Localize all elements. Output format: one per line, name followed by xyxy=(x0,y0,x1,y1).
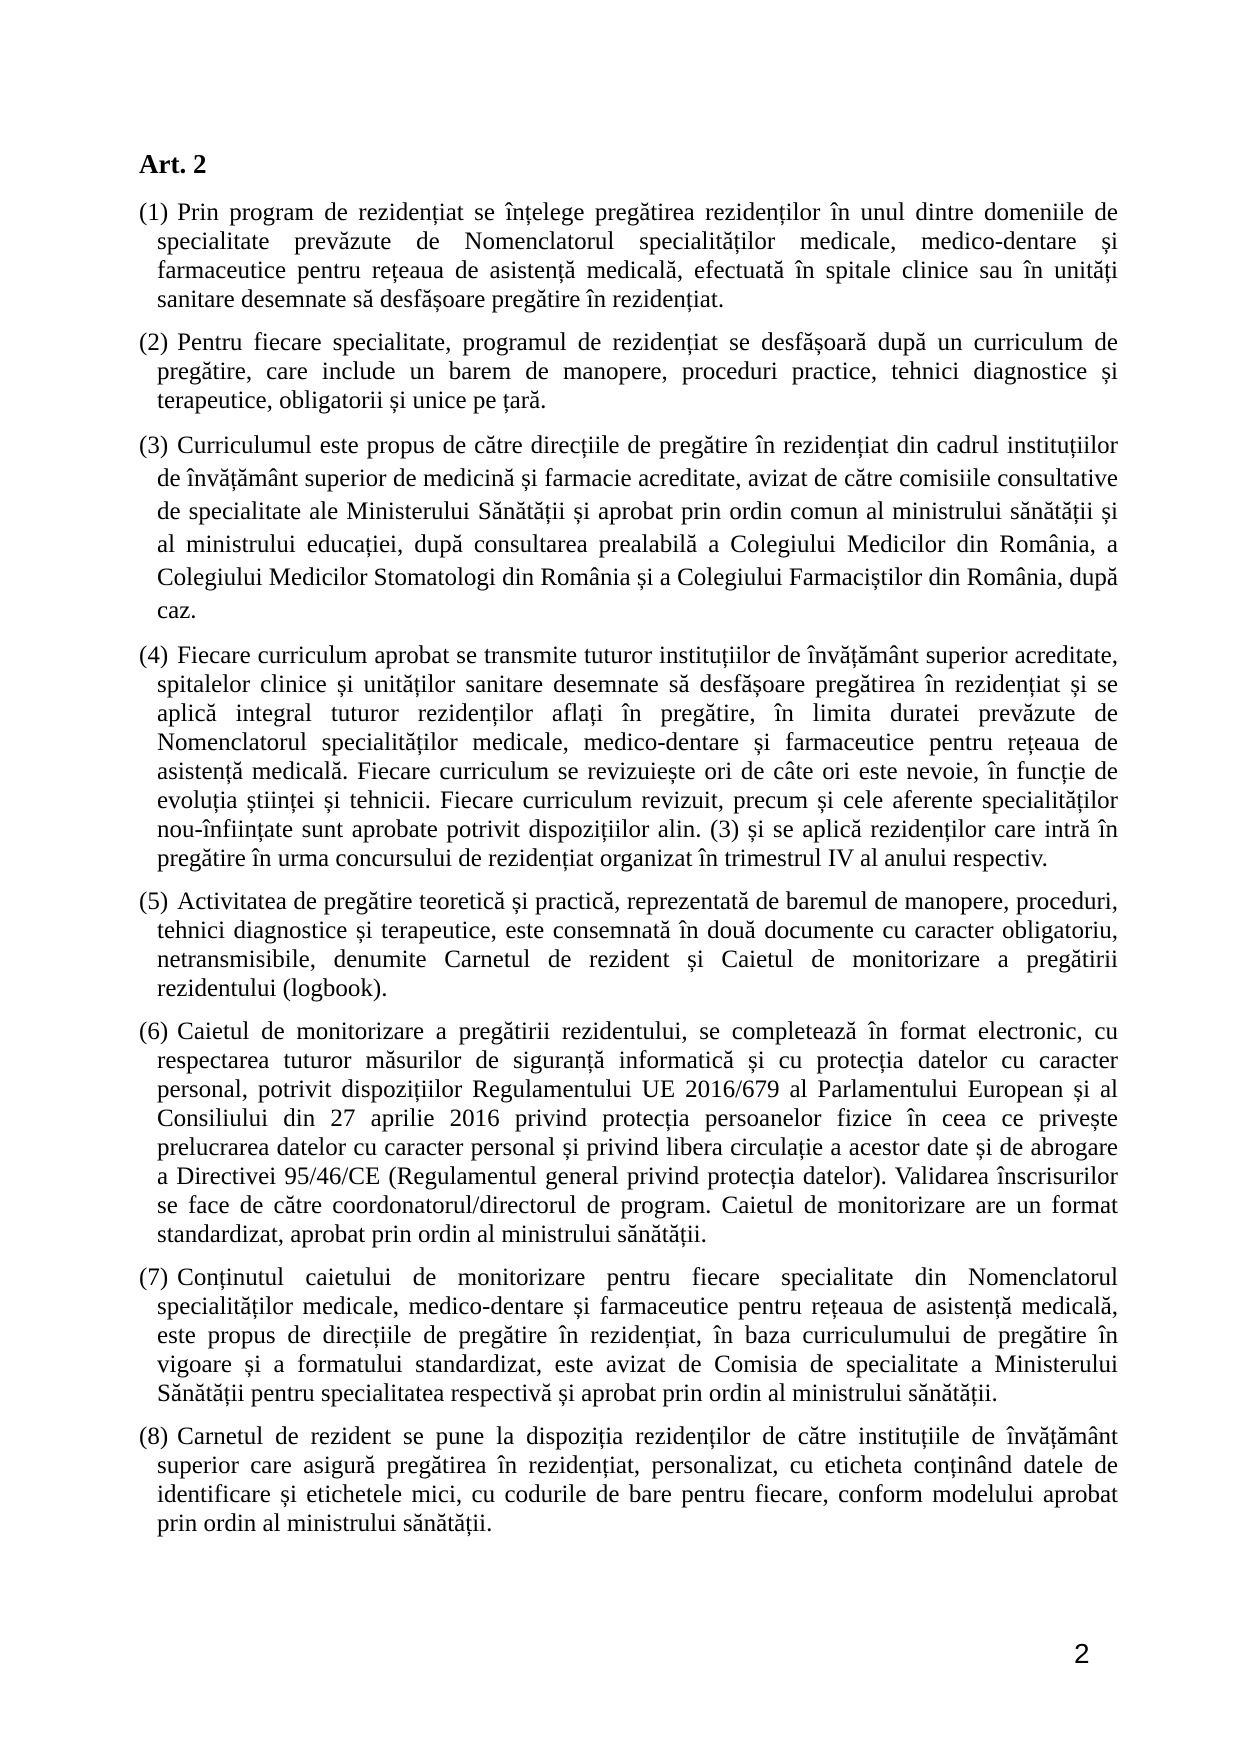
paragraph-4-text: Fiecare curriculum aprobat se transmite tuturor instituțiilor de învățământ superior acreditate, spitalelor clinice și unităților sanitare desemnate să desfășoare pregătirea în rezidențiat și se aplică integral tuturor rezidenților aflați în pregătire, în limita duratei prevăzute de Nomenclatorul specialităților medicale, medico-dentare și farmaceutice pentru rețeaua de asistență medicală. Fiecare curriculum se revizuiește ori de câte ori este nevoie, în funcție de evoluția științei și tehnicii. Fiecare curriculum revizuit, precum și cele aferente specialităților nou-înființate sunt aprobate potrivit dispozițiilor alin. (3) și se aplică rezidenților care intră în pregătire în urma concursului de rezidențiat organizat în trimestrul IV al anului respectiv. xyxy=(157,642,1118,872)
paragraph-1 xyxy=(139,198,1118,314)
paragraph-5 xyxy=(139,887,1118,1003)
paragraph-1-text: Prin program de rezidențiat se înțelege pregătirea rezidenților în unul dintre domeniile de specialitate prevăzute de Nomenclatorul specialităților medicale, medico-dentare și farmaceutice pentru rețeaua de asistență medicală, efectuată în spitale clinice sau în unități sanitare desemnate să desfășoare pregătire în rezidențiat. xyxy=(157,199,1118,313)
paragraph-8-text: Carnetul de rezident se pune la dispoziția rezidenților de către instituțiile de învățământ superior care asigură pregătirea în rezidențiat, personalizat, cu eticheta conținând datele de identificare și etichetele mici, cu codurile de bare pentru fiecare, conform modelului aprobat prin ordin al ministrului sănătății. xyxy=(157,1423,1118,1537)
paragraph-7 xyxy=(139,1263,1118,1408)
paragraph-3-text: Curriculumul este propus de către direcțiile de pregătire în rezidențiat din cadrul instituțiilor de învățământ superior de medicină și farmacie acreditate, avizat de către comisiile consultative de specialitate ale Ministerului Sănătății și aprobat prin ordin comun al ministrului sănătății și al ministrului educației, după consultarea prealabilă a Colegiului Medicilor din România, a Colegiului Medicilor Stomatologi din România și a Colegiului Farmaciștilor din România, după caz. xyxy=(157,432,1118,624)
page-number: 2 xyxy=(1074,1638,1090,1669)
paragraph-2-marker: (2) xyxy=(139,329,169,356)
article-heading: Art. 2 xyxy=(139,149,207,179)
paragraph-6 xyxy=(139,1017,1118,1249)
paragraph-8-marker: (8) xyxy=(139,1423,169,1450)
paragraph-6-text: Caietul de monitorizare a pregătirii rezidentului, se completează în format electronic, cu respectarea tuturor măsurilor de siguranță informatică și cu protecția datelor cu caracter personal, potrivit dispozițiilor Regulamentului UE 2016/679 al Parlamentului European și al Consiliului din 27 aprilie 2016 privind protecția persoanelor fizice în ceea ce privește prelucrarea datelor cu caracter personal și privind libera circulație a acestor date și de abrogare a Directivei 95/46/CE (Regulamentul general privind protecția datelor). Validarea înscrisurilor se face de către coordonatorul/directorul de program. Caietul de monitorizare are un format standardizat, aprobat prin ordin al ministrului sănătății. xyxy=(157,1018,1118,1248)
paragraph-3 xyxy=(139,429,1118,627)
paragraph-2-text: Pentru fiecare specialitate, programul de rezidențiat se desfășoară după un curriculum de pregătire, care include un barem de manopere, proceduri practice, tehnici diagnostice și terapeutice, obligatorii și unice pe țară. xyxy=(157,329,1118,414)
paragraph-2 xyxy=(139,328,1118,415)
paragraph-8 xyxy=(139,1422,1118,1538)
paragraph-5-text: Activitatea de pregătire teoretică și practică, reprezentată de baremul de manopere, proceduri, tehnici diagnostice și terapeutice, este consemnată în două documente cu caracter obligatoriu, netransmisibile, denumite Carnetul de rezident și Caietul de monitorizare a pregătirii rezidentului (logbook). xyxy=(157,888,1118,1002)
paragraph-5-marker: (5) xyxy=(139,888,169,915)
paragraph-1-marker: (1) xyxy=(139,199,169,226)
paragraph-7-marker: (7) xyxy=(139,1264,169,1291)
document-body xyxy=(139,148,1118,1552)
paragraph-6-marker: (6) xyxy=(139,1018,169,1045)
paragraph-4 xyxy=(139,641,1118,873)
paragraph-4-marker: (4) xyxy=(139,642,169,669)
paragraph-7-text: Conținutul caietului de monitorizare pentru fiecare specialitate din Nomenclatorul specialităților medicale, medico-dentare și farmaceutice pentru rețeaua de asistență medicală, este propus de direcțiile de pregătire în rezidențiat, în baza curriculumului de pregătire în vigoare și a formatului standardizat, este avizat de Comisia de specialitate a Ministerului Sănătății pentru specialitatea respectivă și aprobat prin ordin al ministrului sănătății. xyxy=(157,1264,1118,1407)
paragraph-3-marker: (3) xyxy=(139,432,169,459)
